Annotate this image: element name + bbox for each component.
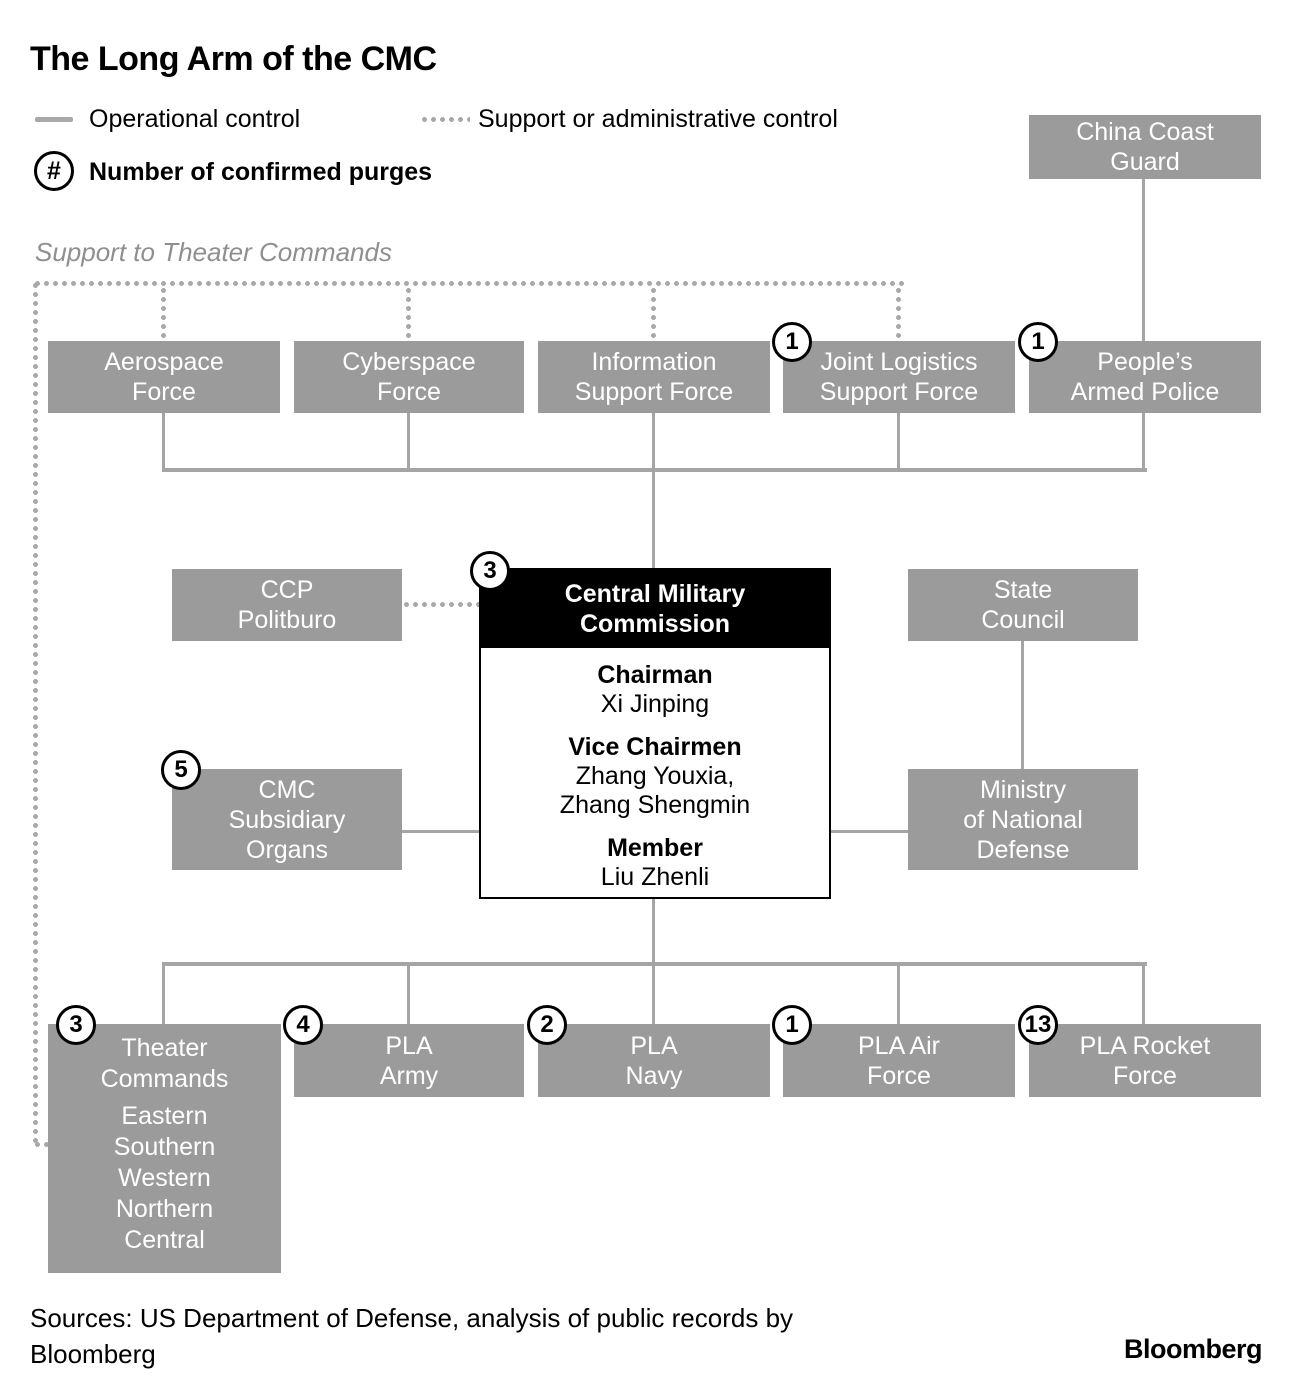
node-cmc-subsidiary-organs (172, 756, 402, 870)
theater-command-item: Central (124, 1226, 205, 1254)
node-label-line: Force (867, 1061, 931, 1090)
cmc-header (481, 570, 829, 648)
node-label-line: PLA (630, 1031, 678, 1060)
node-label-line: Force (1113, 1061, 1177, 1090)
connector-bus-theater (162, 966, 165, 1024)
legend-purge-circle-icon (34, 151, 74, 191)
node-label-line: PLA Air (858, 1031, 940, 1060)
node-label-line: Joint Logistics (820, 348, 978, 376)
connector-cyberspace-bus (407, 413, 410, 470)
connector-bus-navy (652, 966, 655, 1024)
dotted-drop-information (651, 286, 656, 341)
support-to-theater-note: Support to Theater Commands (35, 237, 392, 267)
purge-badge: 1 (1018, 322, 1058, 362)
node-label-line: Ministry (979, 775, 1067, 804)
dotted-drop-cyberspace (406, 286, 411, 341)
node-label-line: CMC (258, 775, 316, 804)
node-label-line: State (993, 576, 1053, 604)
node-pla-navy (538, 1011, 770, 1097)
node-label-line: of National (963, 805, 1083, 834)
node-label-line: PLA (385, 1031, 433, 1060)
bloomberg-logo: Bloomberg (1123, 1334, 1262, 1364)
purge-badge: 13 (1018, 1005, 1058, 1045)
node-label-line: Force (377, 378, 441, 406)
theater-command-item: Northern (115, 1195, 214, 1223)
node-label-line: Subsidiary (228, 805, 346, 834)
node-label-line: Support Force (574, 378, 734, 406)
node-theater-commands (48, 1011, 281, 1273)
node-label-line: Commands (100, 1065, 229, 1093)
node-label-line: Theater (121, 1034, 208, 1062)
connector-joint-logistics-bus (897, 413, 900, 470)
node-pla-air-force (783, 1011, 1015, 1097)
node-ccp-politburo (172, 569, 402, 641)
node-label-line: Council (981, 606, 1065, 634)
purge-badge: 2 (527, 1005, 567, 1045)
node-label-line: People’s (1097, 348, 1193, 376)
cmc-name: Zhang Youxia, (575, 762, 735, 790)
legend-purge-symbol: # (47, 156, 61, 185)
node-label-line: Guard (1110, 148, 1180, 176)
node-pla-rocket-force (1024, 1011, 1261, 1097)
node-information-support-force (538, 341, 770, 413)
connector-statecouncil-mnd (1021, 641, 1024, 769)
cmc-role: Vice Chairmen (568, 733, 742, 761)
node-label-line: Organs (246, 835, 328, 864)
connector-aerospace-bus (162, 413, 165, 470)
node-label-line: Armed Police (1070, 378, 1220, 406)
node-label-line: Support Force (819, 378, 979, 406)
cmc-role: Chairman (597, 661, 713, 689)
cmc-section-chairman (481, 661, 829, 719)
connector-bus-army (407, 966, 410, 1024)
node-aerospace-force (48, 341, 280, 413)
dotted-connector-left (33, 281, 38, 1147)
sources-line: Bloomberg (30, 1339, 156, 1369)
connector-bus-rocketforce (1142, 966, 1145, 1024)
node-china-coast-guard (1029, 115, 1261, 179)
theater-command-item: Western (118, 1164, 211, 1192)
cmc-section-member (481, 834, 829, 892)
legend-dotted-line-swatch (420, 117, 470, 122)
node-label-line: Cyberspace (342, 348, 476, 376)
cmc-header-line: Commission (579, 610, 731, 638)
cmc-header-line: Central Military (564, 580, 746, 608)
node-label-line: Information (591, 348, 717, 376)
legend-operational-label: Operational control (89, 105, 301, 133)
dotted-drop-joint-logistics (896, 286, 901, 341)
node-label-line: Defense (976, 835, 1070, 864)
purge-badge: 1 (772, 322, 812, 362)
connector-subsidiary-cmc (402, 830, 479, 833)
cmc-section-vice-chairmen (481, 733, 829, 820)
legend-support-label: Support or administrative control (478, 105, 838, 133)
node-label-line: PLA Rocket (1079, 1031, 1211, 1060)
cmc-name: Zhang Shengmin (559, 791, 751, 819)
connector-bus-cmc (652, 472, 655, 568)
connector-bus-airforce (897, 966, 900, 1024)
purge-badge: 5 (161, 750, 201, 790)
node-pla-army (294, 1011, 524, 1097)
purge-badge: 1 (772, 1005, 812, 1045)
node-peoples-armed-police (1029, 328, 1261, 413)
purge-badge: 4 (283, 1005, 323, 1045)
node-label-line: Politburo (237, 606, 337, 634)
connector-police-bus (1142, 413, 1145, 470)
dotted-connector-politburo-cmc (402, 602, 479, 607)
node-joint-logistics-support-force (783, 328, 1015, 413)
theater-command-item: Eastern (121, 1102, 208, 1130)
node-central-military-commission (479, 557, 831, 899)
legend-solid-line-swatch (35, 117, 73, 122)
node-label-line: Army (379, 1061, 439, 1090)
node-label-line: CCP (260, 576, 314, 604)
sources-note (30, 1300, 793, 1372)
node-label-line: Force (132, 378, 196, 406)
node-state-council (908, 569, 1138, 641)
node-label-line: Navy (625, 1061, 683, 1090)
connector-information-bus (652, 413, 655, 470)
legend-purges-label: Number of confirmed purges (89, 158, 433, 186)
cmc-name: Liu Zhenli (600, 863, 710, 891)
cmc-name: Xi Jinping (600, 690, 710, 718)
node-ministry-of-national-defense (908, 769, 1138, 870)
connector-cmc-mnd (831, 830, 908, 833)
connector-coastguard-police (1142, 179, 1145, 341)
sources-line: Sources: US Department of Defense, analysis of public records by (30, 1303, 794, 1333)
cmc-body (481, 648, 829, 892)
theater-command-list (114, 1101, 215, 1256)
page-title: The Long Arm of the CMC (30, 40, 437, 78)
purge-badge: 3 (470, 551, 510, 591)
node-label-line: China Coast (1076, 118, 1214, 146)
purge-badge: 3 (56, 1005, 96, 1045)
node-label-line: Aerospace (104, 348, 224, 376)
cmc-role: Member (607, 834, 703, 862)
theater-command-item: Southern (113, 1133, 216, 1161)
dotted-drop-aerospace (161, 286, 166, 341)
connector-cmc-lower-bus (652, 899, 655, 962)
node-cyberspace-force (294, 341, 524, 413)
